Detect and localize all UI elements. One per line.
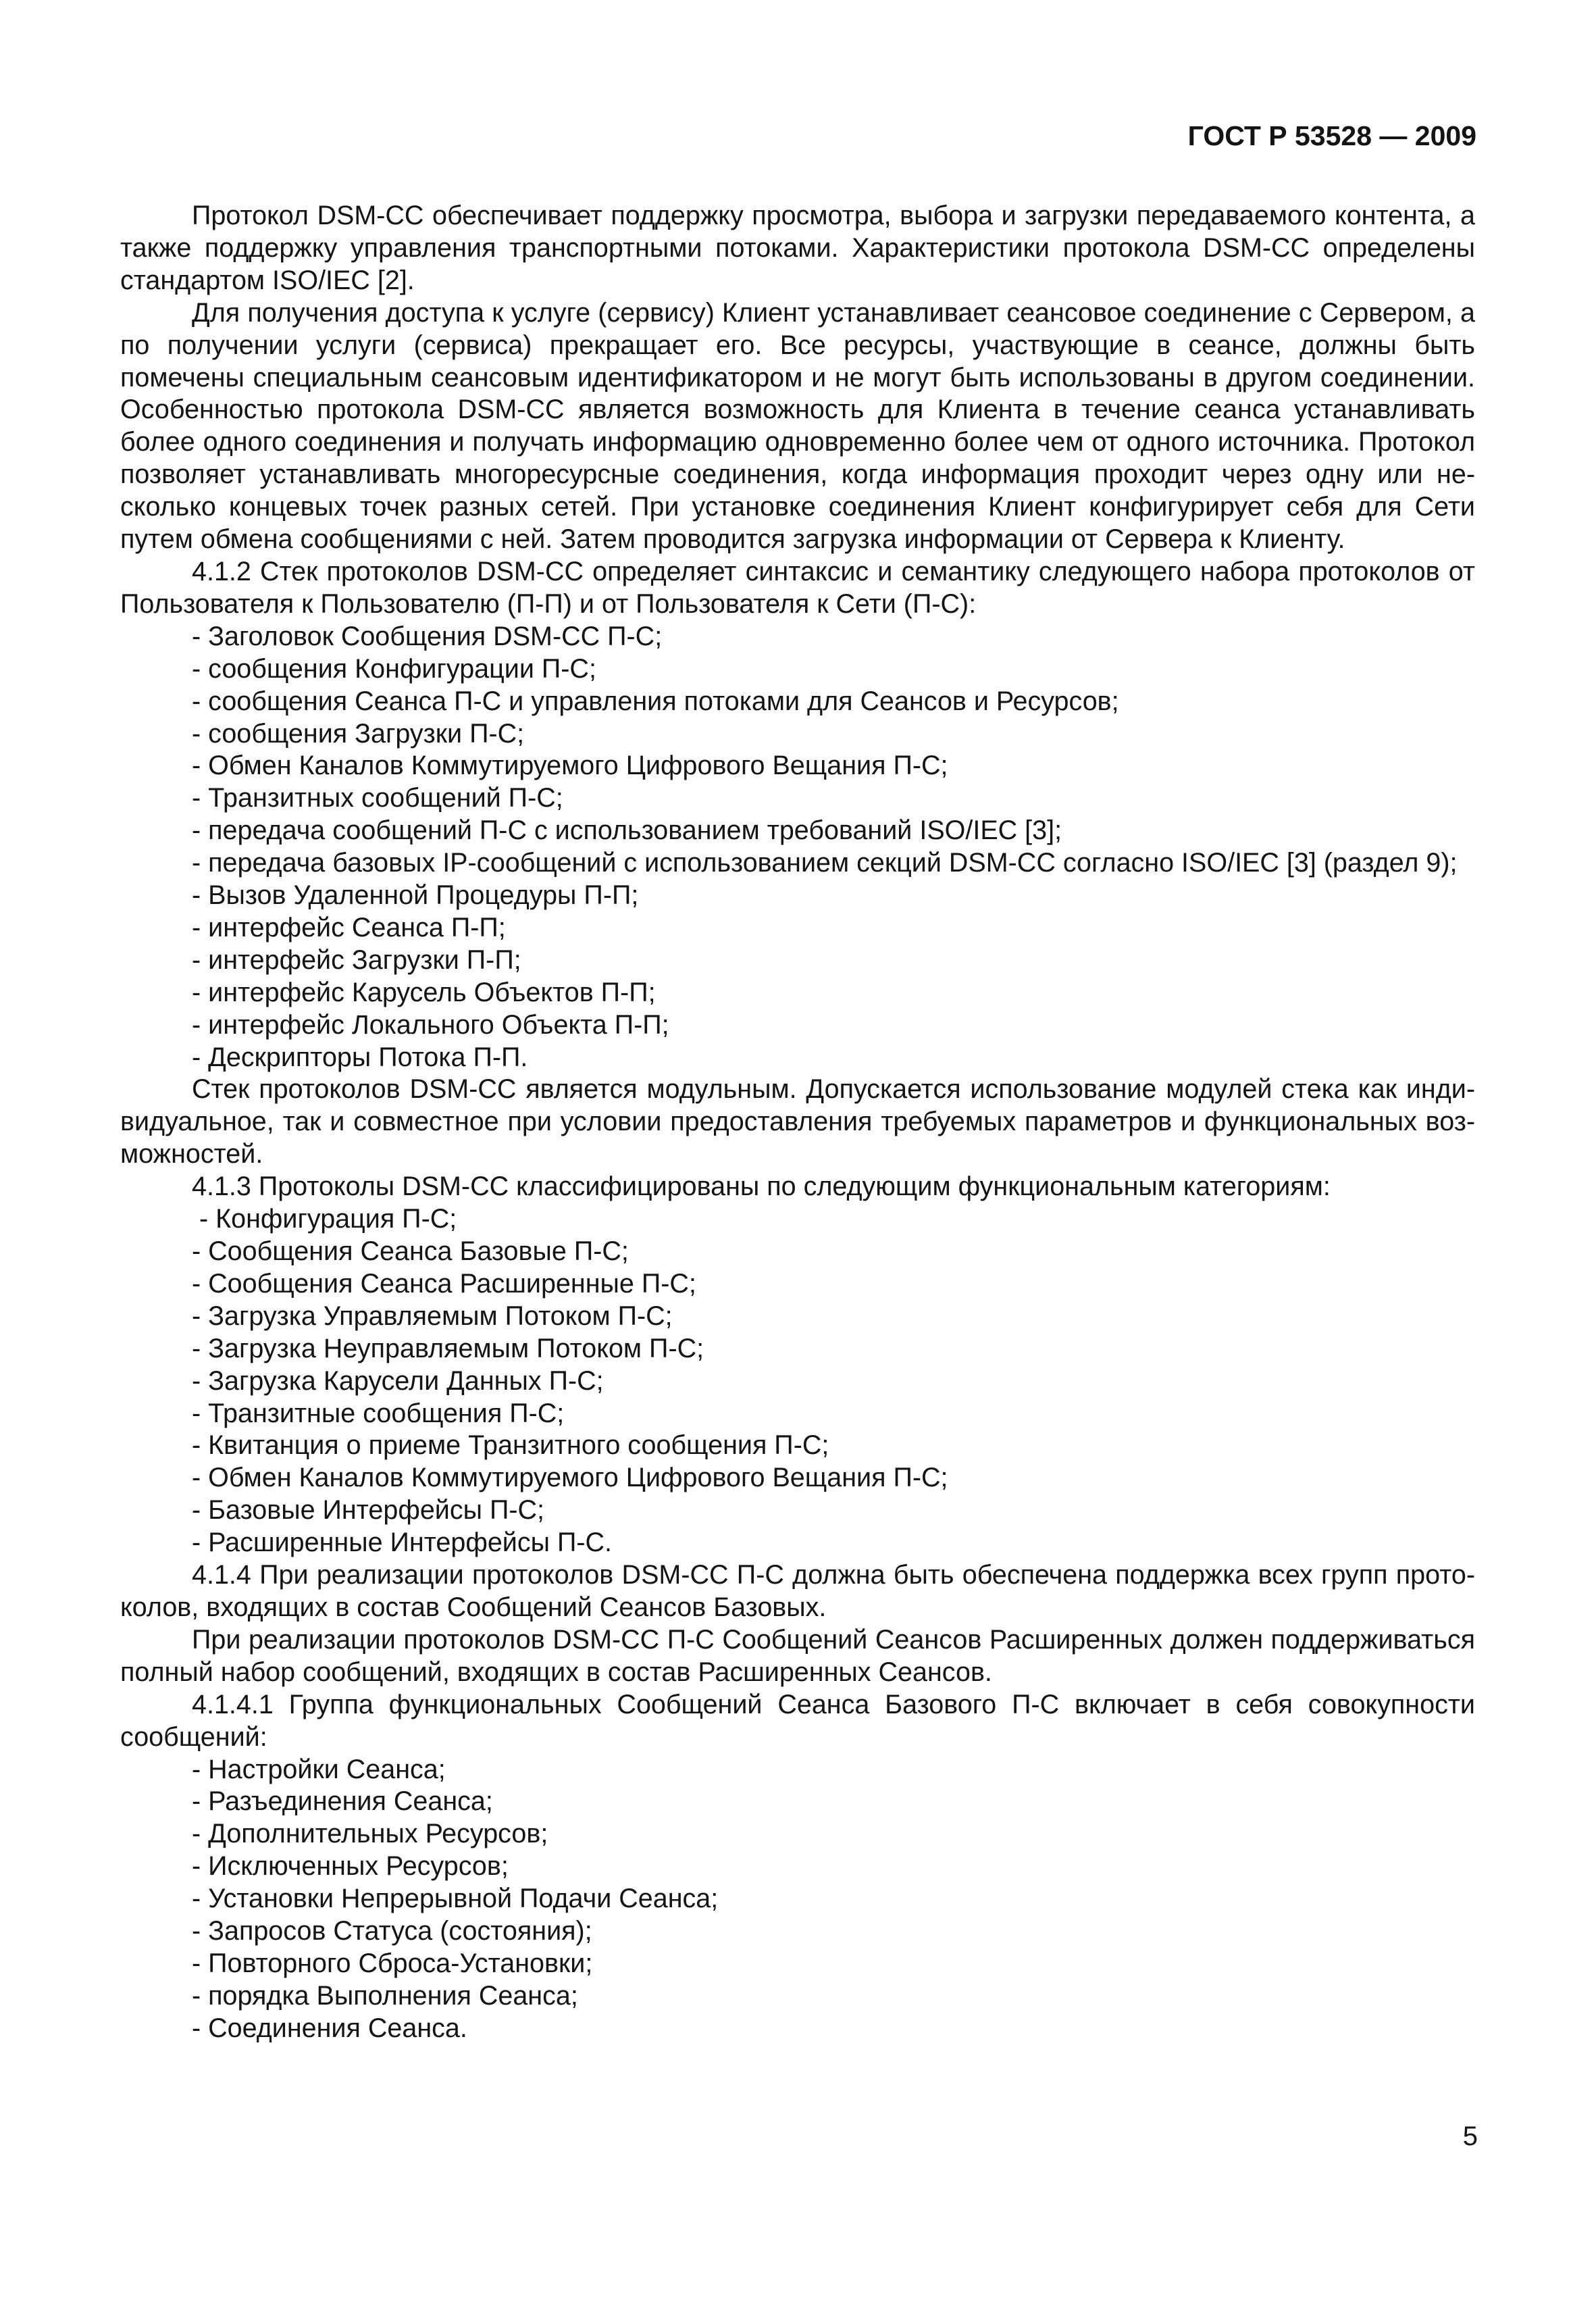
paragraph: 4.1.3 Протоколы DSM-CC классифицированы по следующим функциональным категориям: xyxy=(192,1172,1331,1202)
list-item: - Разъединения Сеанса; xyxy=(192,1786,493,1817)
list-item: - Дополнительных Ресурсов; xyxy=(192,1819,548,1849)
list-item: - Запросов Статуса (состояния); xyxy=(192,1916,592,1946)
list-item: - Повторного Сброса-Установки; xyxy=(192,1948,593,1978)
list-item: - Установки Непрерывной Подачи Сеанса; xyxy=(192,1884,719,1914)
list-item: - сообщения Конфигурации П-С; xyxy=(192,653,596,684)
list-item: - сообщения Загрузки П-С; xyxy=(192,718,525,749)
paragraph: 4.1.4 При реализации протоколов DSM-CC П-С должна быть обеспечена поддержка всех групп протоколов, входящих в состав Сообщений Сеансов Базовых. xyxy=(120,1560,1475,1622)
paragraph: При реализации протоколов DSM-CC П-С Сообщений Сеансов Расширенных должен поддерживаться полный набор сообщений, входящих в состав Расширенных Сеансов. xyxy=(120,1624,1475,1687)
list-item: - сообщения Сеанса П-С и управления потоками для Сеансов и Ресурсов; xyxy=(192,686,1119,716)
list-item: - Загрузка Карусели Данных П-С; xyxy=(192,1365,604,1396)
list-item: - Вызов Удаленной Процедуры П-П; xyxy=(192,880,639,911)
list-item: - передача сообщений П-С с использованием требований ISO/IEC [3]; xyxy=(192,815,1062,846)
list-item: - Сообщения Сеанса Расширенные П-С; xyxy=(192,1268,696,1299)
list-item: - интерфейс Сеанса П-П; xyxy=(192,912,506,942)
list-item: - Квитанция о приеме Транзитного сообщения П-С; xyxy=(192,1430,829,1461)
paragraph: Стек протоколов DSM-CC является модульным. Допускается использование модулей стека как индивидуальное, так и совместное при условии предоставления требуемых параметров и функциональных возможностей. xyxy=(120,1074,1475,1169)
list-item: - Расширенные Интерфейсы П-С. xyxy=(192,1528,613,1558)
list-item: - интерфейс Загрузки П-П; xyxy=(192,945,521,975)
list-item: - интерфейс Локального Объекта П-П; xyxy=(192,1009,669,1040)
list-item: - Сообщения Сеанса Базовые П-С; xyxy=(192,1236,629,1266)
list-item: - порядка Выполнения Сеанса; xyxy=(192,1980,578,2011)
list-item: - передача базовых IP-сообщений с использованием секций DSM-CC согласно ISO/IEC [3] (раздел 9); xyxy=(192,848,1458,878)
list-item: - Настройки Сеанса; xyxy=(192,1754,446,1784)
paragraph: 4.1.4.1 Группа функциональных Сообщений Сеанса Базового П-С включает в себя совокупности сообщений: xyxy=(120,1689,1475,1752)
list-item: - Транзитных сообщений П-С; xyxy=(192,783,563,813)
page-number: 5 xyxy=(1462,2121,1478,2151)
body-text xyxy=(120,200,1475,2045)
list-item: - Загрузка Неуправляемым Потоком П-С; xyxy=(192,1333,704,1363)
list-item: - Обмен Каналов Коммутируемого Цифрового Вещания П-С; xyxy=(192,1463,948,1493)
list-item: - Дескрипторы Потока П-П. xyxy=(192,1042,528,1072)
paragraph: 4.1.2 Стек протоколов DSM-CC определяет синтаксис и семантику следующего набора протоколов от Пользователя к Пользователю (П-П) и от Пользователя к Сети (П-С): xyxy=(120,556,1475,619)
list-item: - интерфейс Карусель Объектов П-П; xyxy=(192,977,656,1007)
functional-categories-list xyxy=(120,1203,1475,1559)
standard-header: ГОСТ Р 53528 — 2009 xyxy=(1187,120,1476,151)
list-item: - Исключенных Ресурсов; xyxy=(192,1851,509,1882)
list-item: - Загрузка Управляемым Потоком П-С; xyxy=(192,1301,673,1331)
list-item: - Обмен Каналов Коммутируемого Цифрового Вещания П-С; xyxy=(192,751,948,781)
list-item: - Транзитные сообщения П-С; xyxy=(192,1398,565,1428)
list-item: - Соединения Сеанса. xyxy=(192,2013,467,2043)
paragraph: Для получения доступа к услуге (сервису) Клиент устанавливает сеансовое соединение с Сервером, а по получении услуги (сервиса) прекращает его. Все ресурсы, участвующие в сеансе, должны быть помечены специальным сеансовым идентификатором и не могут быть использованы в другом соединении. Особенностью протокола DSM-CC является возможность для Клиента в течение сеанса устанавливать более одного соединения и получать информацию одновременно более чем от одного источника. Протокол позволяет устанавливать многоресурсные соединения, когда информация проходит через одну или несколько концевых точек разных сетей. При установке соединения Клиент конфигурирует себя для Сети путем обмена сообщениями с ней. Затем проводится загрузка информации от Сервера к Клиенту. xyxy=(120,297,1475,555)
session-messages-list xyxy=(120,1754,1475,2045)
protocol-stack-list xyxy=(120,621,1475,1074)
list-item: - Заголовок Сообщения DSM-CC П-С; xyxy=(192,621,663,651)
paragraph: Протокол DSM-CC обеспечивает поддержку просмотра, выбора и загрузки передаваемого контента, а также поддержку управления транспортными потоками. Характеристики протокола DSM-CC определены стандартом ISO/IEC [2]. xyxy=(120,201,1475,295)
list-item: - Базовые Интерфейсы П-С; xyxy=(192,1495,545,1526)
list-item: - Конфигурация П-С; xyxy=(199,1204,457,1234)
